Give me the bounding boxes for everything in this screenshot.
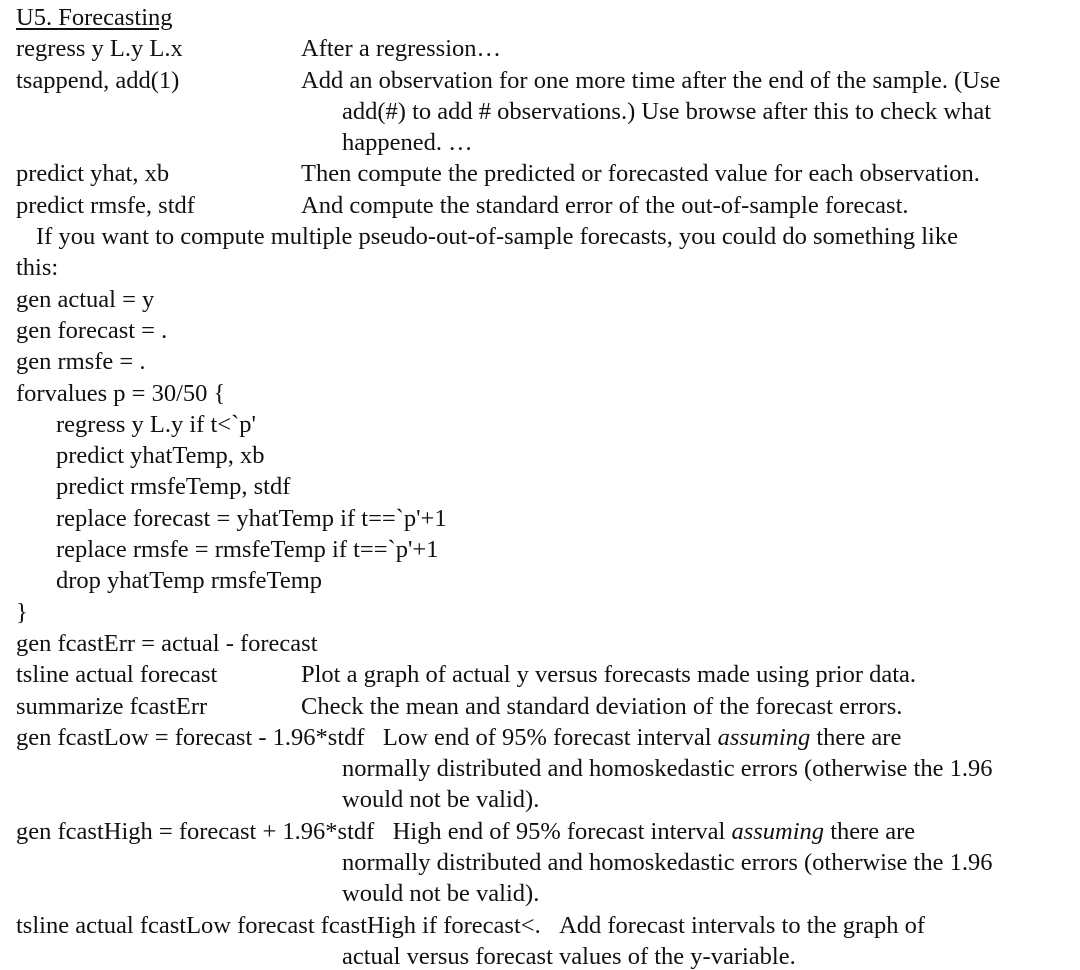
code-line: gen rmsfe = . (16, 348, 146, 376)
command: summarize fcastErr (16, 692, 208, 720)
description: Plot a graph of actual y versus forecasts made using prior data. (301, 661, 917, 689)
section-heading: U5. Forecasting (16, 4, 173, 31)
description: Add forecast intervals to the graph of (559, 911, 926, 939)
description-continuation: add(#) to add # observations.) Use browse after this to check what (342, 97, 992, 125)
code-line-indented: drop yhatTemp rmsfeTemp (56, 567, 322, 595)
code-line: gen fcastErr = actual - forecast (16, 629, 318, 657)
description: High end of 95% forecast interval (392, 817, 732, 845)
command: tsline actual fcastLow forecast fcastHigh if forecast<. (16, 911, 541, 939)
command: predict yhat, xb (16, 160, 170, 188)
command-row (16, 190, 1080, 221)
description: After a regression… (301, 35, 502, 63)
code-line: } (16, 598, 28, 626)
description-continuation: would not be valid). (342, 786, 540, 814)
command-row (16, 722, 1080, 753)
command: predict rmsfe, stdf (16, 191, 195, 219)
description: there are (810, 723, 902, 751)
description: Check the mean and standard deviation of the forecast errors. (301, 692, 903, 720)
code-line-indented: replace rmsfe = rmsfeTemp if t==`p'+1 (56, 536, 439, 564)
description-emphasis: assuming (717, 723, 811, 751)
description-emphasis: assuming (731, 817, 825, 845)
command: tsappend, add(1) (16, 66, 180, 94)
command: gen fcastHigh = forecast + 1.96*stdf (16, 817, 375, 845)
command: regress y L.y L.x (16, 35, 183, 63)
paragraph-line: this: (16, 254, 59, 282)
command-row (16, 33, 1080, 64)
code-line: gen forecast = . (16, 316, 168, 344)
code-line-indented: predict yhatTemp, xb (56, 442, 265, 470)
command-row (16, 691, 1080, 722)
description: Low end of 95% forecast interval (382, 723, 718, 751)
description: Add an observation for one more time after the end of the sample. (Use (301, 66, 1001, 94)
code-line-indented: regress y L.y if t<`p' (56, 410, 256, 438)
command-row (16, 659, 1080, 690)
code-line-indented: predict rmsfeTemp, stdf (56, 473, 291, 501)
command-row (16, 65, 1080, 96)
command: gen fcastLow = forecast - 1.96*stdf (16, 723, 365, 751)
paragraph-line: If you want to compute multiple pseudo-out-of-sample forecasts, you could do something like (36, 223, 958, 251)
description-continuation: actual versus forecast values of the y-variable. (342, 942, 796, 970)
code-line: gen actual = y (16, 285, 155, 313)
document-page (16, 2, 1080, 970)
description-continuation: normally distributed and homoskedastic errors (otherwise the 1.96 (342, 849, 993, 877)
description: Then compute the predicted or forecasted value for each observation. (301, 160, 980, 188)
command: tsline actual forecast (16, 661, 218, 689)
description: And compute the standard error of the out-of-sample forecast. (301, 191, 909, 219)
description-continuation: normally distributed and homoskedastic errors (otherwise the 1.96 (342, 755, 993, 783)
code-line: forvalues p = 30/50 { (16, 379, 226, 407)
command-row (16, 910, 1080, 941)
code-line-indented: replace forecast = yhatTemp if t==`p'+1 (56, 504, 447, 532)
description: there are (824, 817, 916, 845)
command-row (16, 816, 1080, 847)
command-row (16, 158, 1080, 189)
description-continuation: would not be valid). (342, 880, 540, 908)
description-continuation: happened. … (342, 129, 473, 157)
